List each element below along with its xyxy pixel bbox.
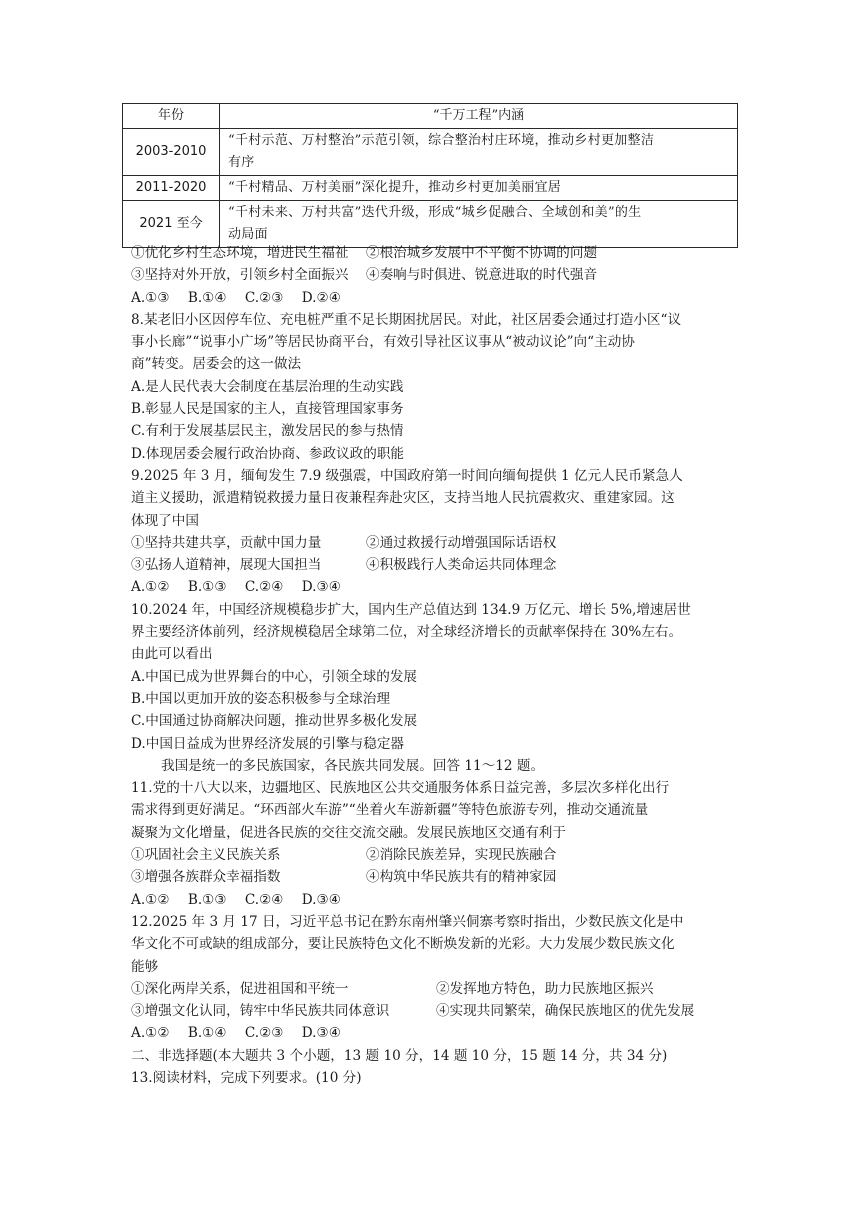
q12-stem-line: 能够: [131, 958, 159, 975]
q11-stem-line: 凝聚为文化增量，促进各民族的交往交流交融。发展民族地区交通有利于: [131, 824, 566, 841]
q7-option-3: ③坚持对外开放，引领乡村全面振兴: [131, 267, 349, 284]
table-cell-text: [220, 201, 738, 248]
table-cell-year: 2021 至今: [123, 201, 220, 248]
table-header-year: 年份: [123, 104, 220, 129]
q11-option-3: ③增强各族群众幸福指数: [131, 869, 281, 886]
cell-line: 动局面: [228, 227, 268, 242]
table-row: [123, 176, 738, 201]
q7-option-1: ①优化乡村生态环境，增进民生福祉: [131, 245, 349, 261]
q11-option-1: ①巩固社会主义民族关系: [131, 847, 281, 864]
table-cell-year: 2011-2020: [123, 176, 220, 201]
q8-option-c: C.有利于发展基层民主，激发居民的参与热情: [131, 423, 404, 440]
q11-option-row: [131, 844, 741, 866]
cell-line: “千村未来、万村共富”迭代升级，形成“城乡促融合、全域创和美”的生: [228, 205, 642, 220]
q9-option-1: ①坚持共建共享，贡献中国力量: [131, 534, 322, 551]
q10-option-c: C.中国通过协商解决问题，推动世界多极化发展: [131, 713, 418, 730]
q12-stem-line: 华文化不可或缺的组成部分，要让民族特色文化不断焕发新的光彩。大力发展少数民族文化: [131, 936, 675, 953]
q11-option-row: [131, 866, 741, 888]
q9-answer-choices: A.①② B.①③ C.②④ D.③④: [131, 579, 341, 596]
table-cell-text: [220, 176, 738, 201]
q7-option-4: ④奏响与时俱进、锐意进取的时代强音: [366, 267, 598, 284]
q7-option-row: [131, 242, 741, 264]
q12-option-row: [131, 978, 741, 1000]
q9-option-2: ②通过救援行动增强国际话语权: [366, 534, 557, 551]
q10-stem-line: 由此可以看出: [131, 646, 213, 663]
q8-option-a: A.是人民代表大会制度在基层治理的生动实践: [131, 378, 404, 395]
q8-option-d: D.体现居委会履行政治协商、参政议政的职能: [131, 445, 405, 462]
q11-answer-choices: A.①② B.①③ C.②④ D.③④: [131, 891, 341, 908]
q9-option-3: ③弘扬人道精神，展现大国担当: [131, 557, 322, 574]
q8-stem-line: 8.某老旧小区因停车位、充电桩严重不足长期困扰居民。对此，社区居委会通过打造小区“议: [131, 311, 682, 328]
q12-option-3: ③增强文化认同，铸牢中华民族共同体意识: [131, 1003, 390, 1020]
table-row: [123, 201, 738, 248]
q7-option-row: [131, 264, 741, 286]
q10-stem-line: 10.2024 年，中国经济规模稳步扩大，国内生产总值达到 134.9 万亿元、增长 5%,增速居世: [131, 601, 691, 618]
cell-line: “千村精品、万村美丽”深化提升，推动乡村更加美丽宜居: [228, 180, 562, 195]
q12-option-1: ①深化两岸关系，促进祖国和平统一: [131, 980, 349, 997]
table-cell-text: [220, 129, 738, 176]
q10-option-a: A.中国已成为世界舞台的中心，引领全球的发展: [131, 668, 418, 685]
q9-stem-line: 9.2025 年 3 月，缅甸发生 7.9 级强震，中国政府第一时间向缅甸提供 1 亿元人民币紧急人: [131, 467, 683, 484]
q7-answer-choices: A.①③ B.①④ C.②③ D.②④: [131, 289, 341, 306]
cell-line: “千村示范、万村整治”示范引领，综合整治村庄环境，推动乡村更加整洁: [228, 133, 655, 148]
q12-option-row: [131, 1000, 741, 1022]
q9-option-row: [131, 532, 741, 554]
q8-stem-line: 商”转变。居委会的这一做法: [131, 356, 302, 373]
q8-stem-line: 事小长廊”“说事小广场”等居民协商平台，有效引导社区议事从“被动议论”向“主动协: [131, 334, 635, 351]
q13-stem: 13.阅读材料，完成下列要求。(10 分): [131, 1069, 362, 1086]
q9-stem-line: 体现了中国: [131, 512, 199, 529]
q11-option-2: ②消除民族差异，实现民族融合: [366, 847, 557, 864]
q12-option-2: ②发挥地方特色，助力民族地区振兴: [436, 980, 654, 997]
q11-option-4: ④构筑中华民族共有的精神家园: [366, 869, 557, 886]
q11-12-intro: 我国是统一的多民族国家，各民族共同发展。回答 11～12 题。: [161, 757, 545, 774]
q9-option-row: [131, 554, 741, 576]
q11-stem-line: 11.党的十八大以来，边疆地区、民族地区公共交通服务体系日益完善，多层次多样化出行: [131, 780, 670, 797]
section2-heading: 二、非选择题(本大题共 3 个小题，13 题 10 分，14 题 10 分，15 题 14 分，共 34 分): [131, 1047, 668, 1064]
q11-stem-line: 需求得到更好满足。“环西部火车游”“坐着火车游新疆”等特色旅游专列，推动交通流量: [131, 802, 649, 819]
q9-stem-line: 道主义援助，派遣精锐救援力量日夜兼程奔赴灾区，支持当地人民抗震救灾、重建家园。这: [131, 490, 675, 507]
q10-option-d: D.中国日益成为世界经济发展的引擎与稳定器: [131, 735, 405, 752]
qianwan-project-table: [122, 103, 738, 248]
table-row: [123, 129, 738, 176]
q12-option-4: ④实现共同繁荣，确保民族地区的优先发展: [436, 1003, 695, 1020]
q12-answer-choices: A.①② B.①④ C.②③ D.③④: [131, 1025, 341, 1042]
table-header-row: [123, 104, 738, 129]
table-header-content: “千万工程”内涵: [220, 104, 738, 129]
q7-option-2: ②根治城乡发展中不平衡不协调的问题: [366, 245, 598, 261]
q10-option-b: B.中国以更加开放的姿态积极参与全球治理: [131, 690, 390, 707]
q10-stem-line: 界主要经济体前列，经济规模稳居全球第二位，对全球经济增长的贡献率保持在 30%左右。: [131, 624, 683, 641]
q12-stem-line: 12.2025 年 3 月 17 日，习近平总书记在黔东南州肇兴侗寨考察时指出，少数民族文化是中: [131, 913, 684, 930]
q8-option-b: B.彰显人民是国家的主人，直接管理国家事务: [131, 401, 404, 418]
table-cell-year: 2003-2010: [123, 129, 220, 176]
cell-line: 有序: [228, 155, 255, 170]
q9-option-4: ④积极践行人类命运共同体理念: [366, 557, 557, 574]
questions-body: [131, 242, 741, 1089]
